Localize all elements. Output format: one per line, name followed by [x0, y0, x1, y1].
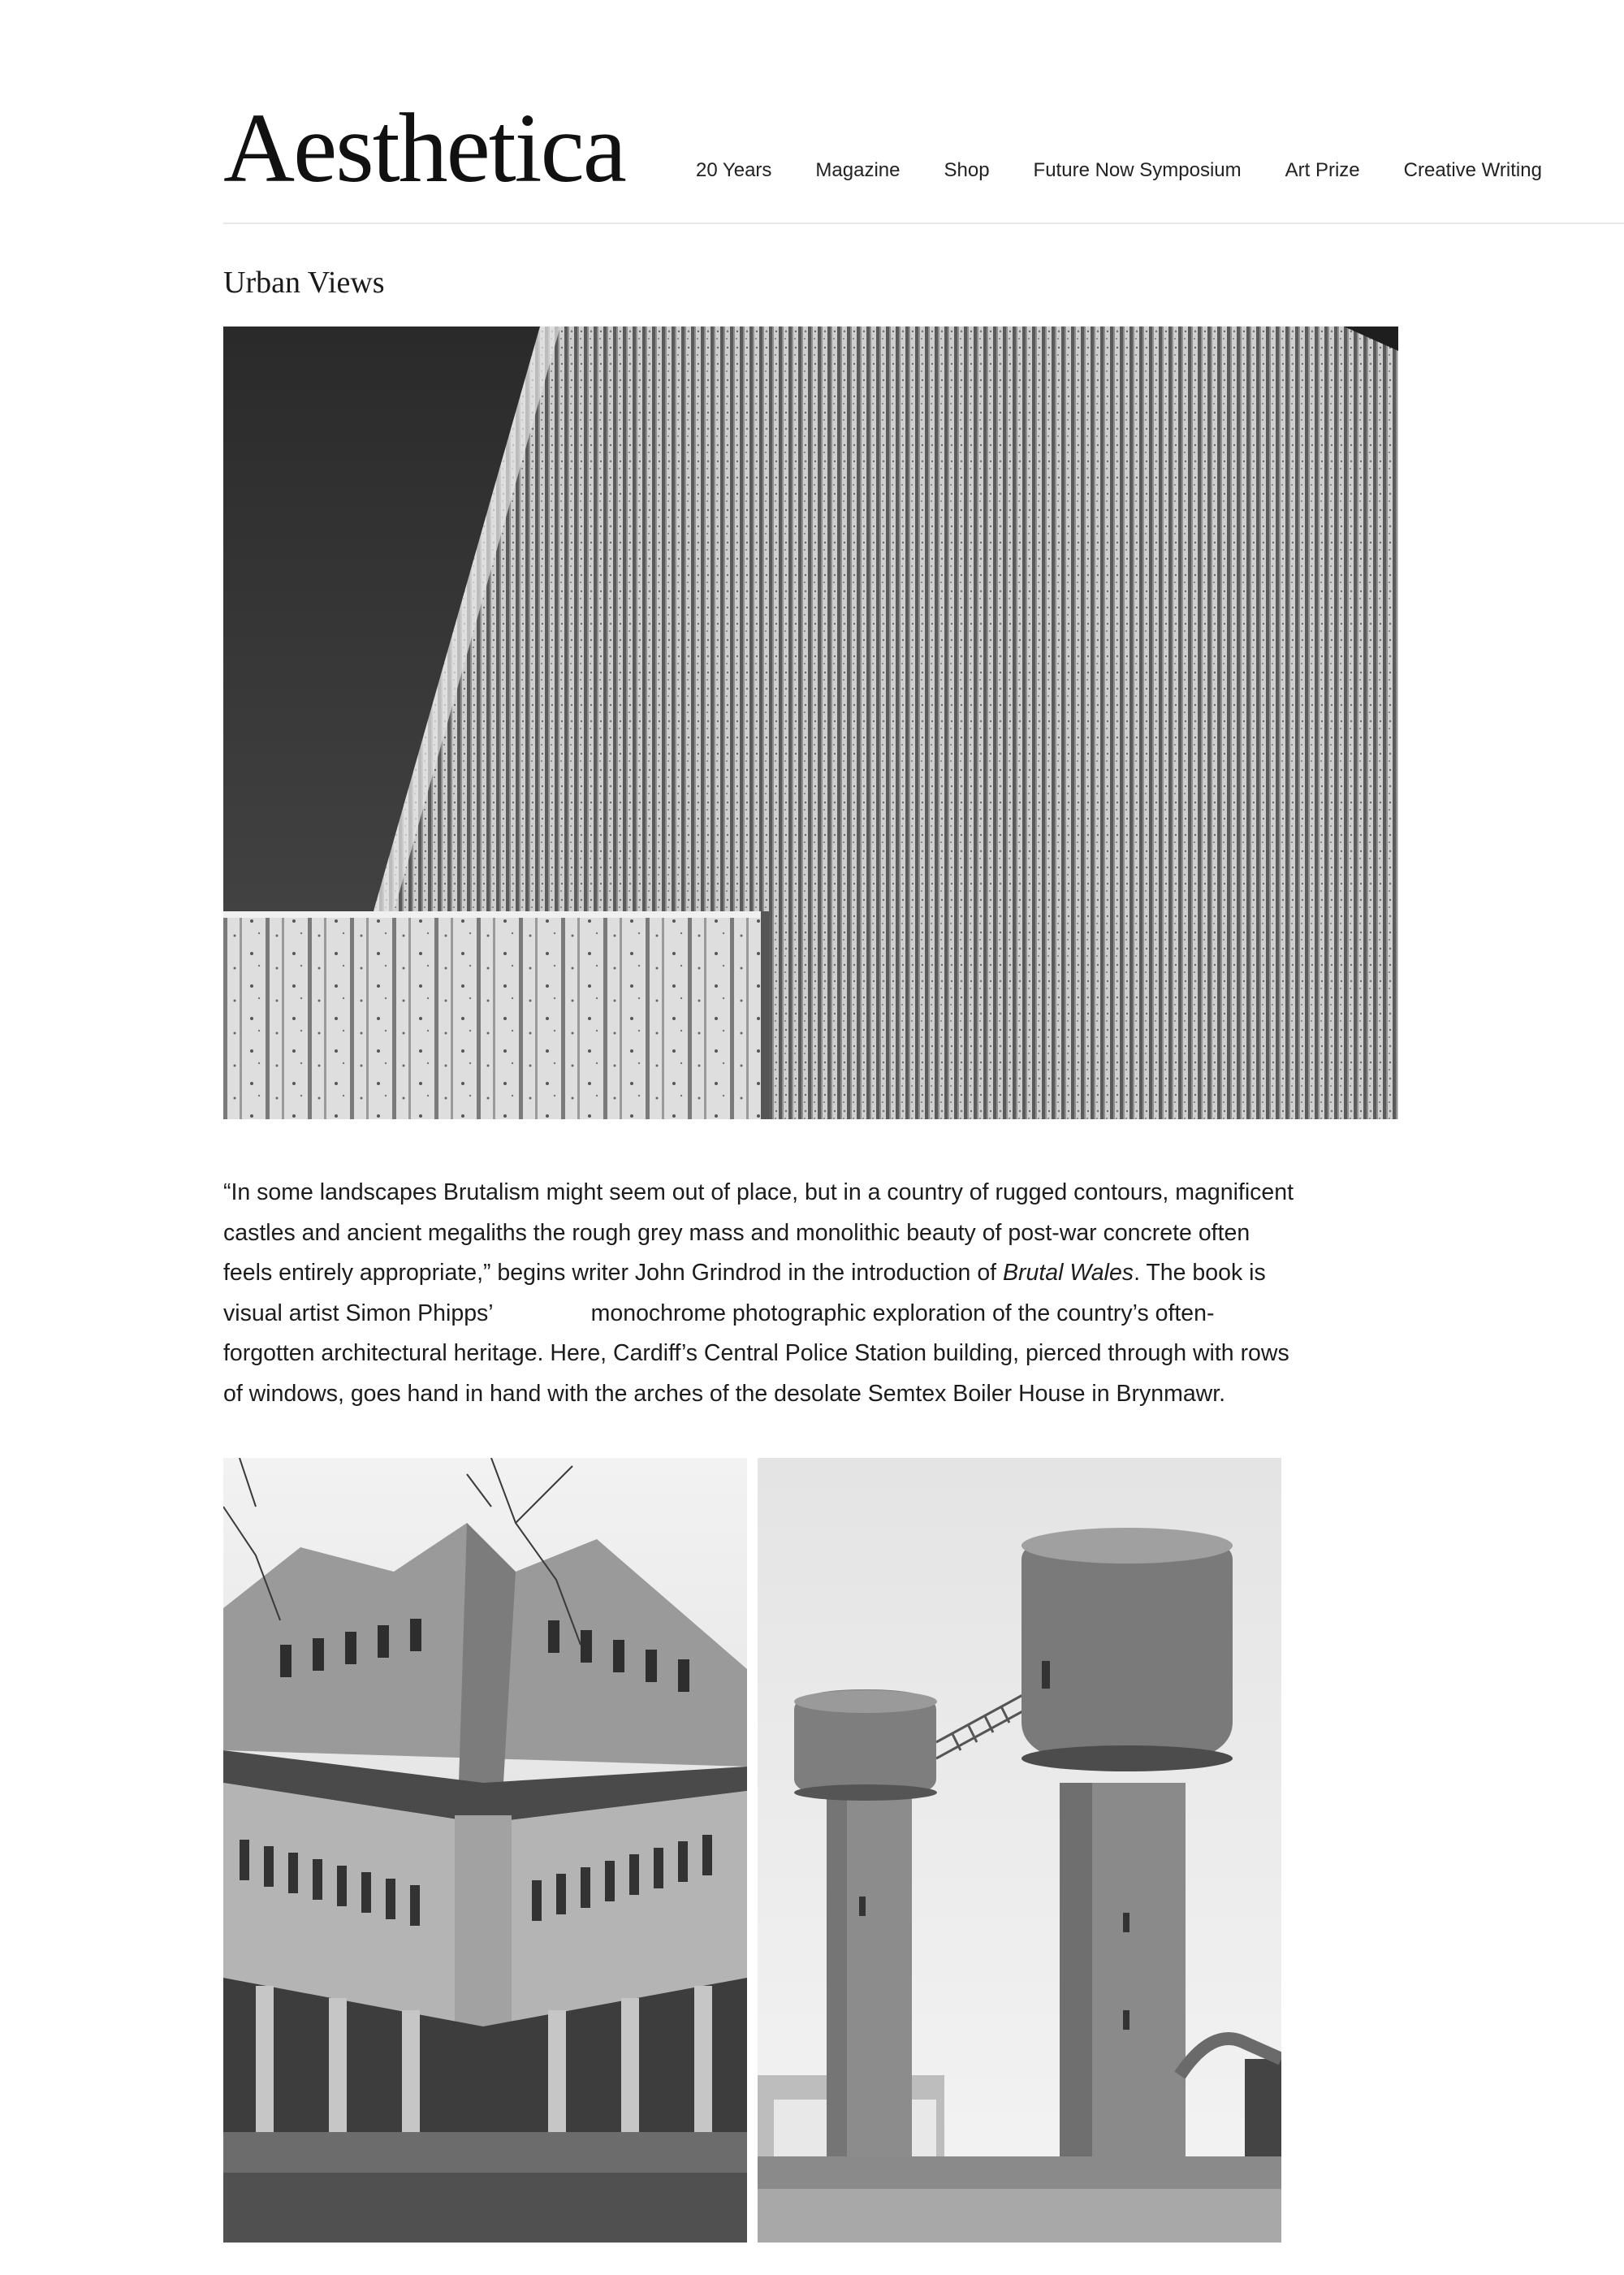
nav-item-magazine[interactable]: Magazine [815, 159, 901, 181]
book-title: Brutal Wales [1003, 1260, 1134, 1286]
nav-item-20-years[interactable]: 20 Years [696, 159, 772, 181]
article-text-part-2: . The book is visual artist Simon Phipps’ [223, 1260, 1266, 1326]
nav-item-future-now-symposium[interactable]: Future Now Symposium [1033, 159, 1242, 181]
article-text-part-3: monochrome photographic exploration of the country’s often-forgotten architectural heritage. Here, Cardiff’s Central Police Station building, pierced through with rows of windows, goes hand in hand with the arches of the desolate Semtex Boiler House in Brynmawr. [223, 1300, 1289, 1407]
main-nav [696, 159, 1542, 182]
nav-item-art-prize[interactable]: Art Prize [1285, 159, 1360, 181]
nav-item-shop[interactable]: Shop [944, 159, 990, 181]
nav-item-creative-writing[interactable]: Creative Writing [1403, 159, 1542, 181]
concrete-towers-photo [758, 1458, 1281, 2243]
article-text-part-1: “In some landscapes Brutalism might seem out of place, but in a country of rugged contours, magnificent castles and ancient megaliths the rough grey mass and monolithic beauty of post-war concrete often feels entirely appropriate,” begins writer John Grindrod in the introduction of [223, 1179, 1294, 1286]
page-title: Urban Views [223, 266, 385, 300]
police-station-building-photo [223, 1458, 747, 2243]
article-body [223, 1173, 1295, 1414]
ribbed-concrete-facade-photo [223, 327, 1398, 1119]
header-divider [223, 223, 1624, 224]
site-logo[interactable]: Aesthetica [223, 93, 625, 203]
